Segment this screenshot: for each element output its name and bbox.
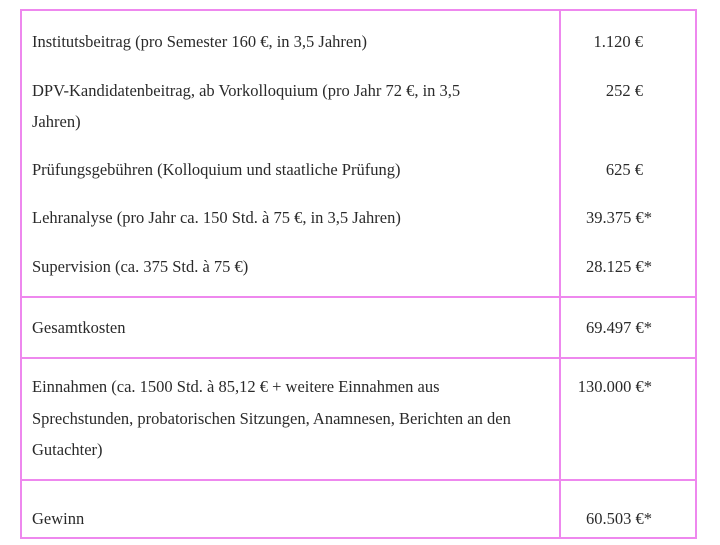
row-description: Einnahmen (ca. 1500 Std. à 85,12 € + weitere Einnahmen aus [32, 377, 440, 396]
row-description: Sprechstunden, probatorischen Sitzungen, Anamnesen, Berichten an den [32, 409, 511, 428]
row-description: Institutsbeitrag (pro Semester 160 €, in 3,5 Jahren) [32, 32, 367, 51]
row-description: Gesamtkosten [32, 318, 126, 337]
row-amount: 625 € [605, 160, 643, 179]
row-description: Supervision (ca. 375 Std. à 75 €) [32, 257, 249, 276]
row-description: Gewinn [32, 509, 85, 528]
row-amount: 1.120 € [593, 32, 643, 51]
row-description: DPV-Kandidatenbeitrag, ab Vorkolloquium (pro Jahr 72 €, in 3,5 [32, 81, 461, 100]
row-amount: 28.125 €* [586, 257, 652, 276]
row-description: Gutachter) [32, 440, 103, 459]
table-row [22, 479, 695, 539]
row-description: Jahren) [32, 112, 81, 131]
table-row [22, 357, 695, 479]
row-amount: 60.503 €* [586, 509, 652, 528]
row-description: Lehranalyse (pro Jahr ca. 150 Std. à 75 €, in 3,5 Jahren) [32, 208, 401, 227]
row-amount: 69.497 €* [586, 318, 652, 337]
row-amount: 130.000 €* [577, 377, 652, 396]
table-row [22, 11, 695, 296]
cost-table [20, 9, 697, 539]
row-amount: 39.375 €* [586, 208, 652, 227]
table-row [22, 296, 695, 357]
row-description: Prüfungsgebühren (Kolloquium und staatliche Prüfung) [32, 160, 401, 179]
row-amount: 252 € [605, 81, 643, 100]
